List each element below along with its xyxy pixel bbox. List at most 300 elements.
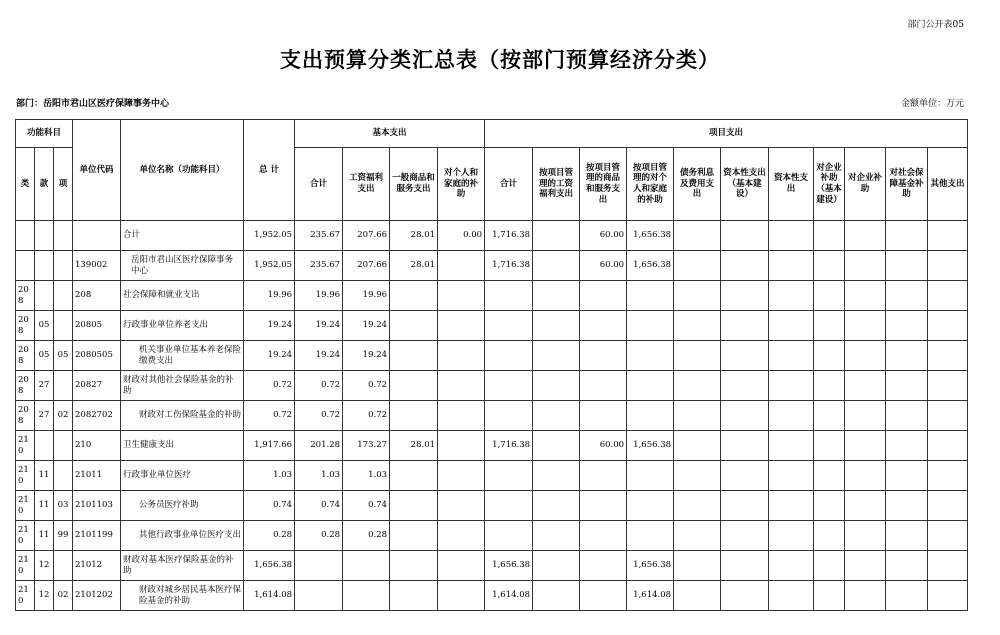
cell-p-salary xyxy=(533,431,580,461)
cell-p-other xyxy=(928,551,968,581)
cell-p-personal xyxy=(627,461,674,491)
cell-p-capital xyxy=(769,431,814,461)
cell-p-debt xyxy=(674,221,721,251)
cell-p-goods: 60.00 xyxy=(580,431,627,461)
header-project-goods: 按项目管理的商品和服务支出 xyxy=(580,148,627,221)
cell-p-enterprise xyxy=(845,461,886,491)
header-project: 项目支出 xyxy=(485,120,968,148)
page-title: 支出预算分类汇总表（按部门预算经济分类） xyxy=(280,47,720,72)
cell-p-capital-basic xyxy=(721,311,769,341)
cell-p-total: 1,716.38 xyxy=(485,251,533,281)
cell-p-capital-basic xyxy=(721,551,769,581)
cell-lei xyxy=(16,251,35,281)
cell-p-enterprise xyxy=(845,521,886,551)
cell-p-other xyxy=(928,281,968,311)
cell-kuan xyxy=(35,251,54,281)
cell-b-goods xyxy=(390,521,438,551)
cell-p-capital-basic xyxy=(721,371,769,401)
cell-p-capital-basic xyxy=(721,491,769,521)
cell-b-salary: 173.27 xyxy=(343,431,390,461)
cell-total: 1,952.05 xyxy=(244,221,295,251)
cell-b-salary: 19.24 xyxy=(343,311,390,341)
cell-p-debt xyxy=(674,311,721,341)
cell-p-personal xyxy=(627,401,674,431)
cell-p-capital-basic xyxy=(721,251,769,281)
cell-lei: 210 xyxy=(16,461,35,491)
cell-b-personal xyxy=(438,521,485,551)
cell-b-total: 0.28 xyxy=(295,521,343,551)
cell-xiang: 99 xyxy=(54,521,73,551)
cell-code: 21012 xyxy=(73,551,121,581)
cell-total: 0.74 xyxy=(244,491,295,521)
cell-b-total: 235.67 xyxy=(295,221,343,251)
header-unit-name: 单位名称（功能科目） xyxy=(121,120,244,221)
cell-b-goods xyxy=(390,551,438,581)
cell-p-enterprise-basic xyxy=(814,491,845,521)
cell-p-total xyxy=(485,341,533,371)
cell-name: 卫生健康支出 xyxy=(121,431,244,461)
cell-p-goods xyxy=(580,491,627,521)
cell-p-enterprise-basic xyxy=(814,221,845,251)
cell-b-goods: 28.01 xyxy=(390,251,438,281)
cell-name: 财政对其他社会保险基金的补助 xyxy=(121,371,244,401)
cell-xiang: 05 xyxy=(54,341,73,371)
cell-name: 财政对基本医疗保险基金的补助 xyxy=(121,551,244,581)
cell-p-social xyxy=(886,491,928,521)
cell-p-enterprise-basic xyxy=(814,401,845,431)
cell-p-salary xyxy=(533,371,580,401)
header-basic-salary: 工资福利支出 xyxy=(343,148,390,221)
cell-p-personal: 1,656.38 xyxy=(627,221,674,251)
cell-b-personal xyxy=(438,491,485,521)
cell-p-capital xyxy=(769,491,814,521)
cell-p-debt xyxy=(674,461,721,491)
cell-p-personal xyxy=(627,281,674,311)
cell-p-personal xyxy=(627,341,674,371)
cell-total: 19.24 xyxy=(244,311,295,341)
cell-p-debt xyxy=(674,581,721,611)
cell-p-salary xyxy=(533,251,580,281)
cell-xiang xyxy=(54,251,73,281)
cell-b-personal: 0.00 xyxy=(438,221,485,251)
cell-xiang: 02 xyxy=(54,401,73,431)
table-row xyxy=(16,401,968,431)
cell-p-personal: 1,656.38 xyxy=(627,551,674,581)
cell-b-total: 19.96 xyxy=(295,281,343,311)
header-project-enterprise-basic: 对企业补助（基本建设） xyxy=(814,148,845,221)
header-project-social: 对社会保障基金补助 xyxy=(886,148,928,221)
cell-name: 合计 xyxy=(121,221,244,251)
cell-code: 21011 xyxy=(73,461,121,491)
cell-p-salary xyxy=(533,281,580,311)
cell-lei: 208 xyxy=(16,281,35,311)
form-number: 部门公开表05 xyxy=(907,20,964,30)
cell-p-capital xyxy=(769,551,814,581)
cell-p-goods xyxy=(580,311,627,341)
cell-kuan: 12 xyxy=(35,551,54,581)
cell-kuan: 12 xyxy=(35,581,54,611)
cell-lei: 210 xyxy=(16,431,35,461)
cell-kuan: 27 xyxy=(35,401,54,431)
cell-b-total: 19.24 xyxy=(295,311,343,341)
cell-p-enterprise-basic xyxy=(814,251,845,281)
cell-b-salary: 19.24 xyxy=(343,341,390,371)
cell-lei: 208 xyxy=(16,371,35,401)
cell-p-social xyxy=(886,221,928,251)
cell-b-personal xyxy=(438,581,485,611)
cell-p-personal: 1,656.38 xyxy=(627,251,674,281)
cell-code: 208 xyxy=(73,281,121,311)
currency-unit-label: 金额单位：万元 xyxy=(900,99,964,109)
cell-p-enterprise-basic xyxy=(814,521,845,551)
cell-p-goods xyxy=(580,581,627,611)
budget-table-body xyxy=(16,221,968,611)
cell-b-total xyxy=(295,581,343,611)
cell-p-total xyxy=(485,521,533,551)
cell-b-goods xyxy=(390,491,438,521)
cell-p-salary xyxy=(533,581,580,611)
cell-p-salary xyxy=(533,221,580,251)
cell-lei: 210 xyxy=(16,491,35,521)
cell-p-personal xyxy=(627,491,674,521)
header-func-subject: 功能科目 xyxy=(16,120,73,148)
cell-p-social xyxy=(886,341,928,371)
cell-xiang: 02 xyxy=(54,581,73,611)
cell-b-personal xyxy=(438,401,485,431)
cell-p-personal xyxy=(627,521,674,551)
header-project-total: 合计 xyxy=(485,148,533,221)
cell-p-goods: 60.00 xyxy=(580,251,627,281)
cell-p-total: 1,614.08 xyxy=(485,581,533,611)
cell-b-goods xyxy=(390,341,438,371)
cell-p-debt xyxy=(674,401,721,431)
cell-p-capital xyxy=(769,461,814,491)
cell-code: 2101199 xyxy=(73,521,121,551)
cell-kuan: 11 xyxy=(35,521,54,551)
cell-kuan xyxy=(35,281,54,311)
cell-p-social xyxy=(886,251,928,281)
cell-b-salary: 207.66 xyxy=(343,251,390,281)
cell-kuan: 05 xyxy=(35,311,54,341)
cell-kuan: 11 xyxy=(35,461,54,491)
cell-p-enterprise-basic xyxy=(814,281,845,311)
cell-p-enterprise xyxy=(845,281,886,311)
header-basic-personal: 对个人和家庭的补助 xyxy=(438,148,485,221)
cell-p-personal: 1,656.38 xyxy=(627,431,674,461)
cell-name: 岳阳市君山区医疗保障事务中心 xyxy=(121,251,244,281)
cell-b-salary: 0.74 xyxy=(343,491,390,521)
cell-p-social xyxy=(886,551,928,581)
header-project-capital: 资本性支出 xyxy=(769,148,814,221)
cell-p-enterprise xyxy=(845,251,886,281)
cell-xiang xyxy=(54,221,73,251)
cell-lei: 208 xyxy=(16,311,35,341)
cell-b-total xyxy=(295,551,343,581)
cell-p-enterprise-basic xyxy=(814,431,845,461)
cell-b-salary: 0.72 xyxy=(343,401,390,431)
cell-p-enterprise-basic xyxy=(814,551,845,581)
cell-p-total xyxy=(485,311,533,341)
cell-p-total xyxy=(485,401,533,431)
cell-b-personal xyxy=(438,431,485,461)
cell-p-enterprise-basic xyxy=(814,581,845,611)
cell-p-goods xyxy=(580,401,627,431)
cell-lei: 210 xyxy=(16,551,35,581)
cell-p-social xyxy=(886,371,928,401)
table-row xyxy=(16,251,968,281)
cell-p-other xyxy=(928,401,968,431)
cell-total: 1,952.05 xyxy=(244,251,295,281)
header-project-salary: 按项目管理的工资福利支出 xyxy=(533,148,580,221)
cell-p-salary xyxy=(533,461,580,491)
cell-total: 0.72 xyxy=(244,371,295,401)
cell-p-enterprise xyxy=(845,401,886,431)
cell-kuan: 05 xyxy=(35,341,54,371)
cell-p-capital-basic xyxy=(721,431,769,461)
cell-b-personal xyxy=(438,371,485,401)
cell-p-enterprise xyxy=(845,341,886,371)
cell-p-capital xyxy=(769,401,814,431)
cell-p-debt xyxy=(674,521,721,551)
cell-kuan: 27 xyxy=(35,371,54,401)
cell-b-personal xyxy=(438,281,485,311)
cell-b-salary: 1.03 xyxy=(343,461,390,491)
cell-p-debt xyxy=(674,281,721,311)
cell-lei: 210 xyxy=(16,581,35,611)
cell-name: 行政事业单位医疗 xyxy=(121,461,244,491)
cell-p-debt xyxy=(674,341,721,371)
cell-p-other xyxy=(928,521,968,551)
cell-name: 社会保障和就业支出 xyxy=(121,281,244,311)
cell-total: 0.28 xyxy=(244,521,295,551)
cell-code: 2101202 xyxy=(73,581,121,611)
cell-name: 财政对城乡居民基本医疗保险基金的补助 xyxy=(121,581,244,611)
cell-p-goods xyxy=(580,521,627,551)
cell-total: 1.03 xyxy=(244,461,295,491)
cell-name: 财政对工伤保险基金的补助 xyxy=(121,401,244,431)
header-project-capital-basic: 资本性支出（基本建设） xyxy=(721,148,769,221)
cell-p-personal: 1,614.08 xyxy=(627,581,674,611)
cell-p-other xyxy=(928,491,968,521)
cell-p-salary xyxy=(533,311,580,341)
header-project-enterprise: 对企业补助 xyxy=(845,148,886,221)
cell-lei: 208 xyxy=(16,401,35,431)
cell-p-enterprise xyxy=(845,491,886,521)
cell-p-capital-basic xyxy=(721,401,769,431)
cell-p-capital-basic xyxy=(721,521,769,551)
cell-kuan xyxy=(35,431,54,461)
cell-b-total: 1.03 xyxy=(295,461,343,491)
header-basic-total: 合计 xyxy=(295,148,343,221)
cell-p-enterprise xyxy=(845,371,886,401)
cell-p-capital-basic xyxy=(721,461,769,491)
cell-b-goods xyxy=(390,401,438,431)
cell-xiang xyxy=(54,431,73,461)
cell-p-total: 1,716.38 xyxy=(485,221,533,251)
table-row xyxy=(16,431,968,461)
cell-p-goods xyxy=(580,281,627,311)
cell-p-social xyxy=(886,401,928,431)
cell-p-salary xyxy=(533,341,580,371)
budget-table xyxy=(15,119,968,611)
cell-b-personal xyxy=(438,311,485,341)
cell-p-capital xyxy=(769,251,814,281)
cell-total: 0.72 xyxy=(244,401,295,431)
cell-p-social xyxy=(886,281,928,311)
cell-code: 2080505 xyxy=(73,341,121,371)
cell-p-enterprise xyxy=(845,221,886,251)
cell-p-salary xyxy=(533,401,580,431)
cell-p-capital xyxy=(769,581,814,611)
cell-code: 210 xyxy=(73,431,121,461)
cell-lei: 210 xyxy=(16,521,35,551)
cell-p-goods xyxy=(580,551,627,581)
cell-xiang xyxy=(54,461,73,491)
cell-p-debt xyxy=(674,491,721,521)
cell-b-personal xyxy=(438,551,485,581)
cell-kuan: 11 xyxy=(35,491,54,521)
cell-xiang xyxy=(54,281,73,311)
cell-b-goods xyxy=(390,281,438,311)
cell-b-salary: 207.66 xyxy=(343,221,390,251)
cell-xiang xyxy=(54,551,73,581)
cell-name: 行政事业单位养老支出 xyxy=(121,311,244,341)
cell-b-salary: 0.28 xyxy=(343,521,390,551)
cell-p-other xyxy=(928,461,968,491)
cell-p-total xyxy=(485,461,533,491)
cell-name: 其他行政事业单位医疗支出 xyxy=(121,521,244,551)
cell-p-other xyxy=(928,581,968,611)
cell-kuan xyxy=(35,221,54,251)
cell-p-other xyxy=(928,341,968,371)
cell-b-total: 0.72 xyxy=(295,401,343,431)
header-total: 总 计 xyxy=(244,120,295,221)
cell-p-capital-basic xyxy=(721,281,769,311)
cell-p-goods xyxy=(580,341,627,371)
cell-code: 2101103 xyxy=(73,491,121,521)
cell-b-goods xyxy=(390,581,438,611)
table-row xyxy=(16,311,968,341)
cell-total: 19.24 xyxy=(244,341,295,371)
cell-total: 1,614.08 xyxy=(244,581,295,611)
cell-lei xyxy=(16,221,35,251)
cell-b-personal xyxy=(438,251,485,281)
cell-p-enterprise xyxy=(845,551,886,581)
cell-p-personal xyxy=(627,371,674,401)
cell-p-other xyxy=(928,431,968,461)
cell-p-capital-basic xyxy=(721,221,769,251)
cell-b-total: 235.67 xyxy=(295,251,343,281)
cell-p-salary xyxy=(533,491,580,521)
cell-b-goods xyxy=(390,371,438,401)
cell-p-personal xyxy=(627,311,674,341)
cell-p-capital-basic xyxy=(721,581,769,611)
cell-b-total: 0.72 xyxy=(295,371,343,401)
cell-p-capital xyxy=(769,341,814,371)
header-lei: 类 xyxy=(16,148,35,221)
cell-lei: 208 xyxy=(16,341,35,371)
cell-b-total: 201.28 xyxy=(295,431,343,461)
table-row xyxy=(16,341,968,371)
table-row xyxy=(16,221,968,251)
cell-p-enterprise-basic xyxy=(814,371,845,401)
cell-p-capital xyxy=(769,371,814,401)
cell-b-total: 0.74 xyxy=(295,491,343,521)
header-project-other: 其他支出 xyxy=(928,148,968,221)
cell-name: 机关事业单位基本养老保险缴费支出 xyxy=(121,341,244,371)
cell-p-social xyxy=(886,431,928,461)
cell-p-enterprise xyxy=(845,311,886,341)
cell-total: 19.96 xyxy=(244,281,295,311)
header-basic: 基本支出 xyxy=(295,120,485,148)
department-label: 部门：岳阳市君山区医疗保障事务中心 xyxy=(16,99,170,109)
cell-p-social xyxy=(886,461,928,491)
cell-code: 2082702 xyxy=(73,401,121,431)
cell-p-goods xyxy=(580,371,627,401)
table-row xyxy=(16,491,968,521)
cell-b-salary xyxy=(343,551,390,581)
cell-xiang xyxy=(54,371,73,401)
cell-p-debt xyxy=(674,371,721,401)
cell-p-capital xyxy=(769,221,814,251)
cell-code: 139002 xyxy=(73,251,121,281)
cell-p-goods xyxy=(580,461,627,491)
cell-p-social xyxy=(886,311,928,341)
cell-code: 20805 xyxy=(73,311,121,341)
cell-total: 1,917.66 xyxy=(244,431,295,461)
cell-b-personal xyxy=(438,461,485,491)
table-row xyxy=(16,581,968,611)
cell-b-salary: 0.72 xyxy=(343,371,390,401)
table-row xyxy=(16,281,968,311)
header-unit-code: 单位代码 xyxy=(73,120,121,221)
cell-p-capital xyxy=(769,311,814,341)
cell-p-capital-basic xyxy=(721,341,769,371)
cell-p-total xyxy=(485,371,533,401)
cell-b-salary: 19.96 xyxy=(343,281,390,311)
cell-p-total xyxy=(485,281,533,311)
cell-p-other xyxy=(928,251,968,281)
cell-p-total xyxy=(485,491,533,521)
cell-b-salary xyxy=(343,581,390,611)
cell-b-goods xyxy=(390,461,438,491)
cell-p-social xyxy=(886,581,928,611)
cell-b-goods: 28.01 xyxy=(390,221,438,251)
cell-p-salary xyxy=(533,521,580,551)
cell-p-total: 1,656.38 xyxy=(485,551,533,581)
cell-p-total: 1,716.38 xyxy=(485,431,533,461)
cell-xiang: 03 xyxy=(54,491,73,521)
cell-p-debt xyxy=(674,431,721,461)
header-project-personal: 按项目管理的对个人和家庭的补助 xyxy=(627,148,674,221)
cell-p-enterprise-basic xyxy=(814,311,845,341)
cell-p-capital xyxy=(769,521,814,551)
cell-p-debt xyxy=(674,251,721,281)
cell-p-goods: 60.00 xyxy=(580,221,627,251)
cell-p-salary xyxy=(533,551,580,581)
cell-name: 公务员医疗补助 xyxy=(121,491,244,521)
cell-p-enterprise-basic xyxy=(814,461,845,491)
table-row xyxy=(16,551,968,581)
table-row xyxy=(16,521,968,551)
cell-p-capital xyxy=(769,281,814,311)
header-kuan: 款 xyxy=(35,148,54,221)
cell-p-enterprise xyxy=(845,581,886,611)
cell-p-other xyxy=(928,221,968,251)
cell-b-goods xyxy=(390,311,438,341)
cell-b-goods: 28.01 xyxy=(390,431,438,461)
cell-b-personal xyxy=(438,341,485,371)
